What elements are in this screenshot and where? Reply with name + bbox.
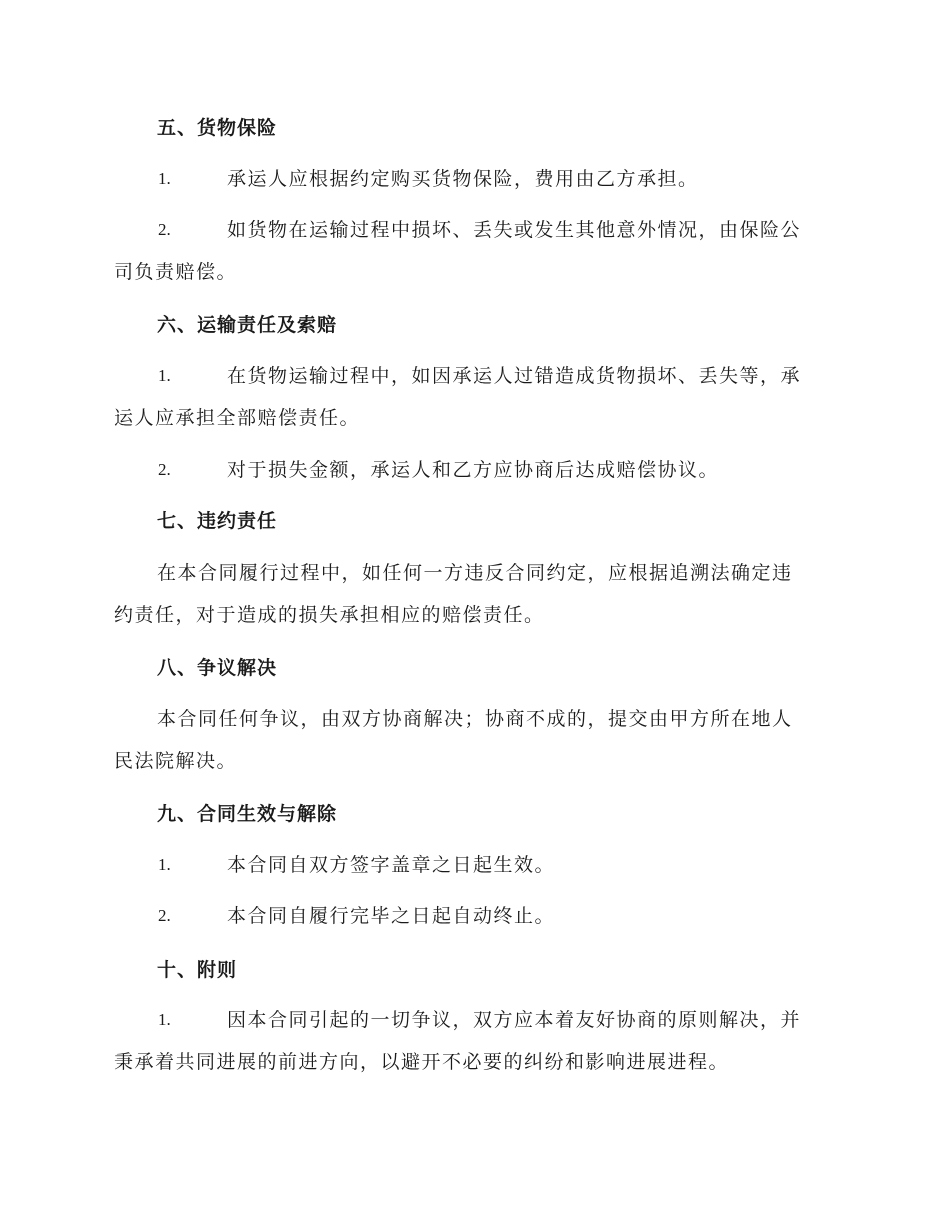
clause-number: 1.: [158, 366, 171, 385]
paragraph-text-continued: 民法院解决。: [114, 750, 238, 772]
clause-6-2: [114, 449, 834, 491]
clause-text: 对于损失金额，承运人和乙方应协商后达成赔偿协议。: [227, 459, 720, 481]
clause-text: 承运人应根据约定购买货物保险，费用由乙方承担。: [227, 168, 699, 190]
clause-number: 2.: [158, 220, 171, 239]
clause-text: 本合同自履行完毕之日起自动终止。: [227, 905, 556, 927]
clause-number: 2.: [158, 906, 171, 925]
section-heading-supplementary: 十、附则: [157, 959, 238, 981]
section-heading-insurance: 五、货物保险: [157, 117, 278, 139]
clause-number: 1.: [158, 1010, 171, 1029]
clause-6-1: [114, 355, 834, 439]
section-heading-breach: 七、违约责任: [157, 510, 278, 532]
paragraph-text: 本合同任何争议，由双方协商解决；协商不成的，提交由甲方所在地人: [157, 708, 793, 730]
clause-10-1: [114, 999, 834, 1083]
clause-text-continued: 司负责赔偿。: [114, 261, 238, 283]
clause-number: 1.: [158, 855, 171, 874]
clause-number: 2.: [158, 460, 171, 479]
clause-text: 本合同自双方签字盖章之日起生效。: [227, 854, 556, 876]
clause-number: 1.: [158, 169, 171, 188]
section-heading-effectiveness: 九、合同生效与解除: [157, 803, 338, 825]
paragraph-breach: [114, 552, 834, 636]
clause-text: 因本合同引起的一切争议，双方应本着友好协商的原则解决，并: [227, 1009, 802, 1031]
clause-5-2: [114, 209, 834, 293]
clause-text-continued: 秉承着共同进展的前进方向，以避开不必要的纠纷和影响进展进程。: [114, 1051, 730, 1073]
section-heading-liability: 六、运输责任及索赔: [157, 314, 338, 336]
clause-9-1: [114, 844, 834, 886]
paragraph-dispute: [114, 698, 834, 782]
section-heading-dispute: 八、争议解决: [157, 657, 278, 679]
paragraph-text: 在本合同履行过程中，如任何一方违反合同约定，应根据追溯法确定违: [157, 562, 793, 584]
clause-9-2: [114, 895, 834, 937]
clause-5-1: [114, 158, 834, 200]
paragraph-text-continued: 约责任，对于造成的损失承担相应的赔偿责任。: [114, 604, 545, 626]
clause-text: 如货物在运输过程中损坏、丢失或发生其他意外情况，由保险公: [227, 219, 802, 241]
clause-text-continued: 运人应承担全部赔偿责任。: [114, 407, 361, 429]
clause-text: 在货物运输过程中，如因承运人过错造成货物损坏、丢失等，承: [227, 365, 802, 387]
